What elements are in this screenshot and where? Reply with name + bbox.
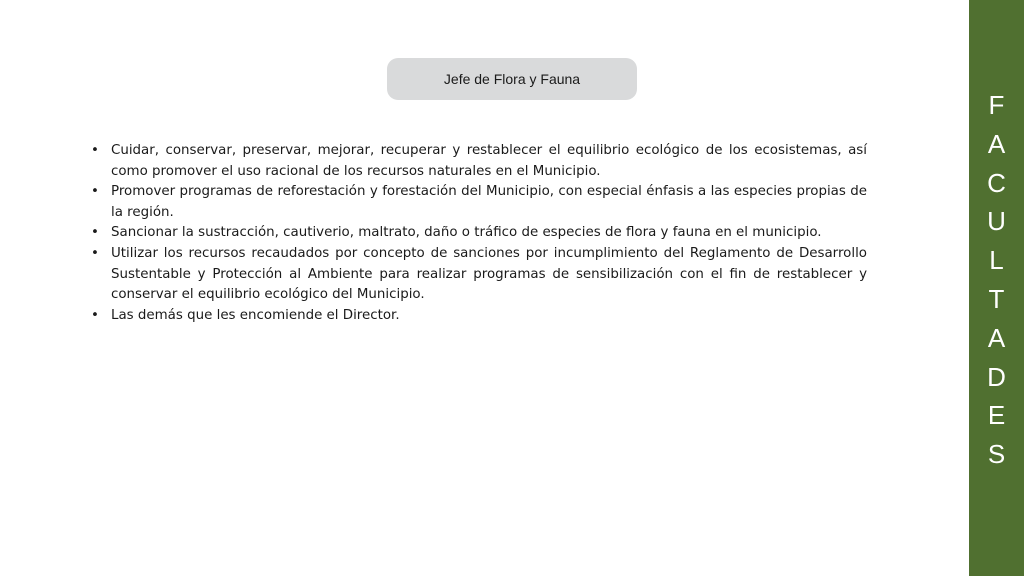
vertical-word-facultades	[969, 86, 1024, 474]
banner-letter: D	[987, 361, 1006, 392]
banner-letter: A	[987, 322, 1006, 353]
banner-letter: A	[987, 128, 1006, 159]
banner-letter: E	[987, 400, 1006, 431]
banner-letter: C	[987, 167, 1006, 198]
duty-item: • Las demás que les encomiende el Director.	[90, 306, 867, 327]
section-title: Jefe de Flora y Fauna	[443, 71, 581, 87]
duties-list	[90, 141, 867, 326]
banner-letter: F	[988, 90, 1005, 120]
duty-item: • Cuidar, conservar, preservar, mejorar, recuperar y restablecer el equilibrio ecológico de los ecosistemas, así como promover el uso racional de los recursos naturales en el Municipio.	[90, 141, 867, 182]
banner-letter: T	[988, 283, 1005, 314]
banner-letter: L	[989, 245, 1004, 276]
section-title-box	[387, 58, 637, 100]
banner-letter: S	[987, 439, 1006, 470]
side-banner	[969, 0, 1024, 576]
duty-item: • Promover programas de reforestación y forestación del Municipio, con especial énfasis a las especies propias de la región.	[90, 182, 867, 223]
duty-item: • Sancionar la sustracción, cautiverio, maltrato, daño o tráfico de especies de flora y fauna en el municipio.	[90, 223, 867, 244]
duty-item: • Utilizar los recursos recaudados por concepto de sanciones por incumplimiento del Reglamento de Desarrollo Sustentable y Protección al Ambiente para realizar programas de sensibilización con el fin de restablecer y conservar el equilibrio ecológico del Municipio.	[90, 244, 867, 306]
banner-letter: U	[987, 206, 1006, 237]
